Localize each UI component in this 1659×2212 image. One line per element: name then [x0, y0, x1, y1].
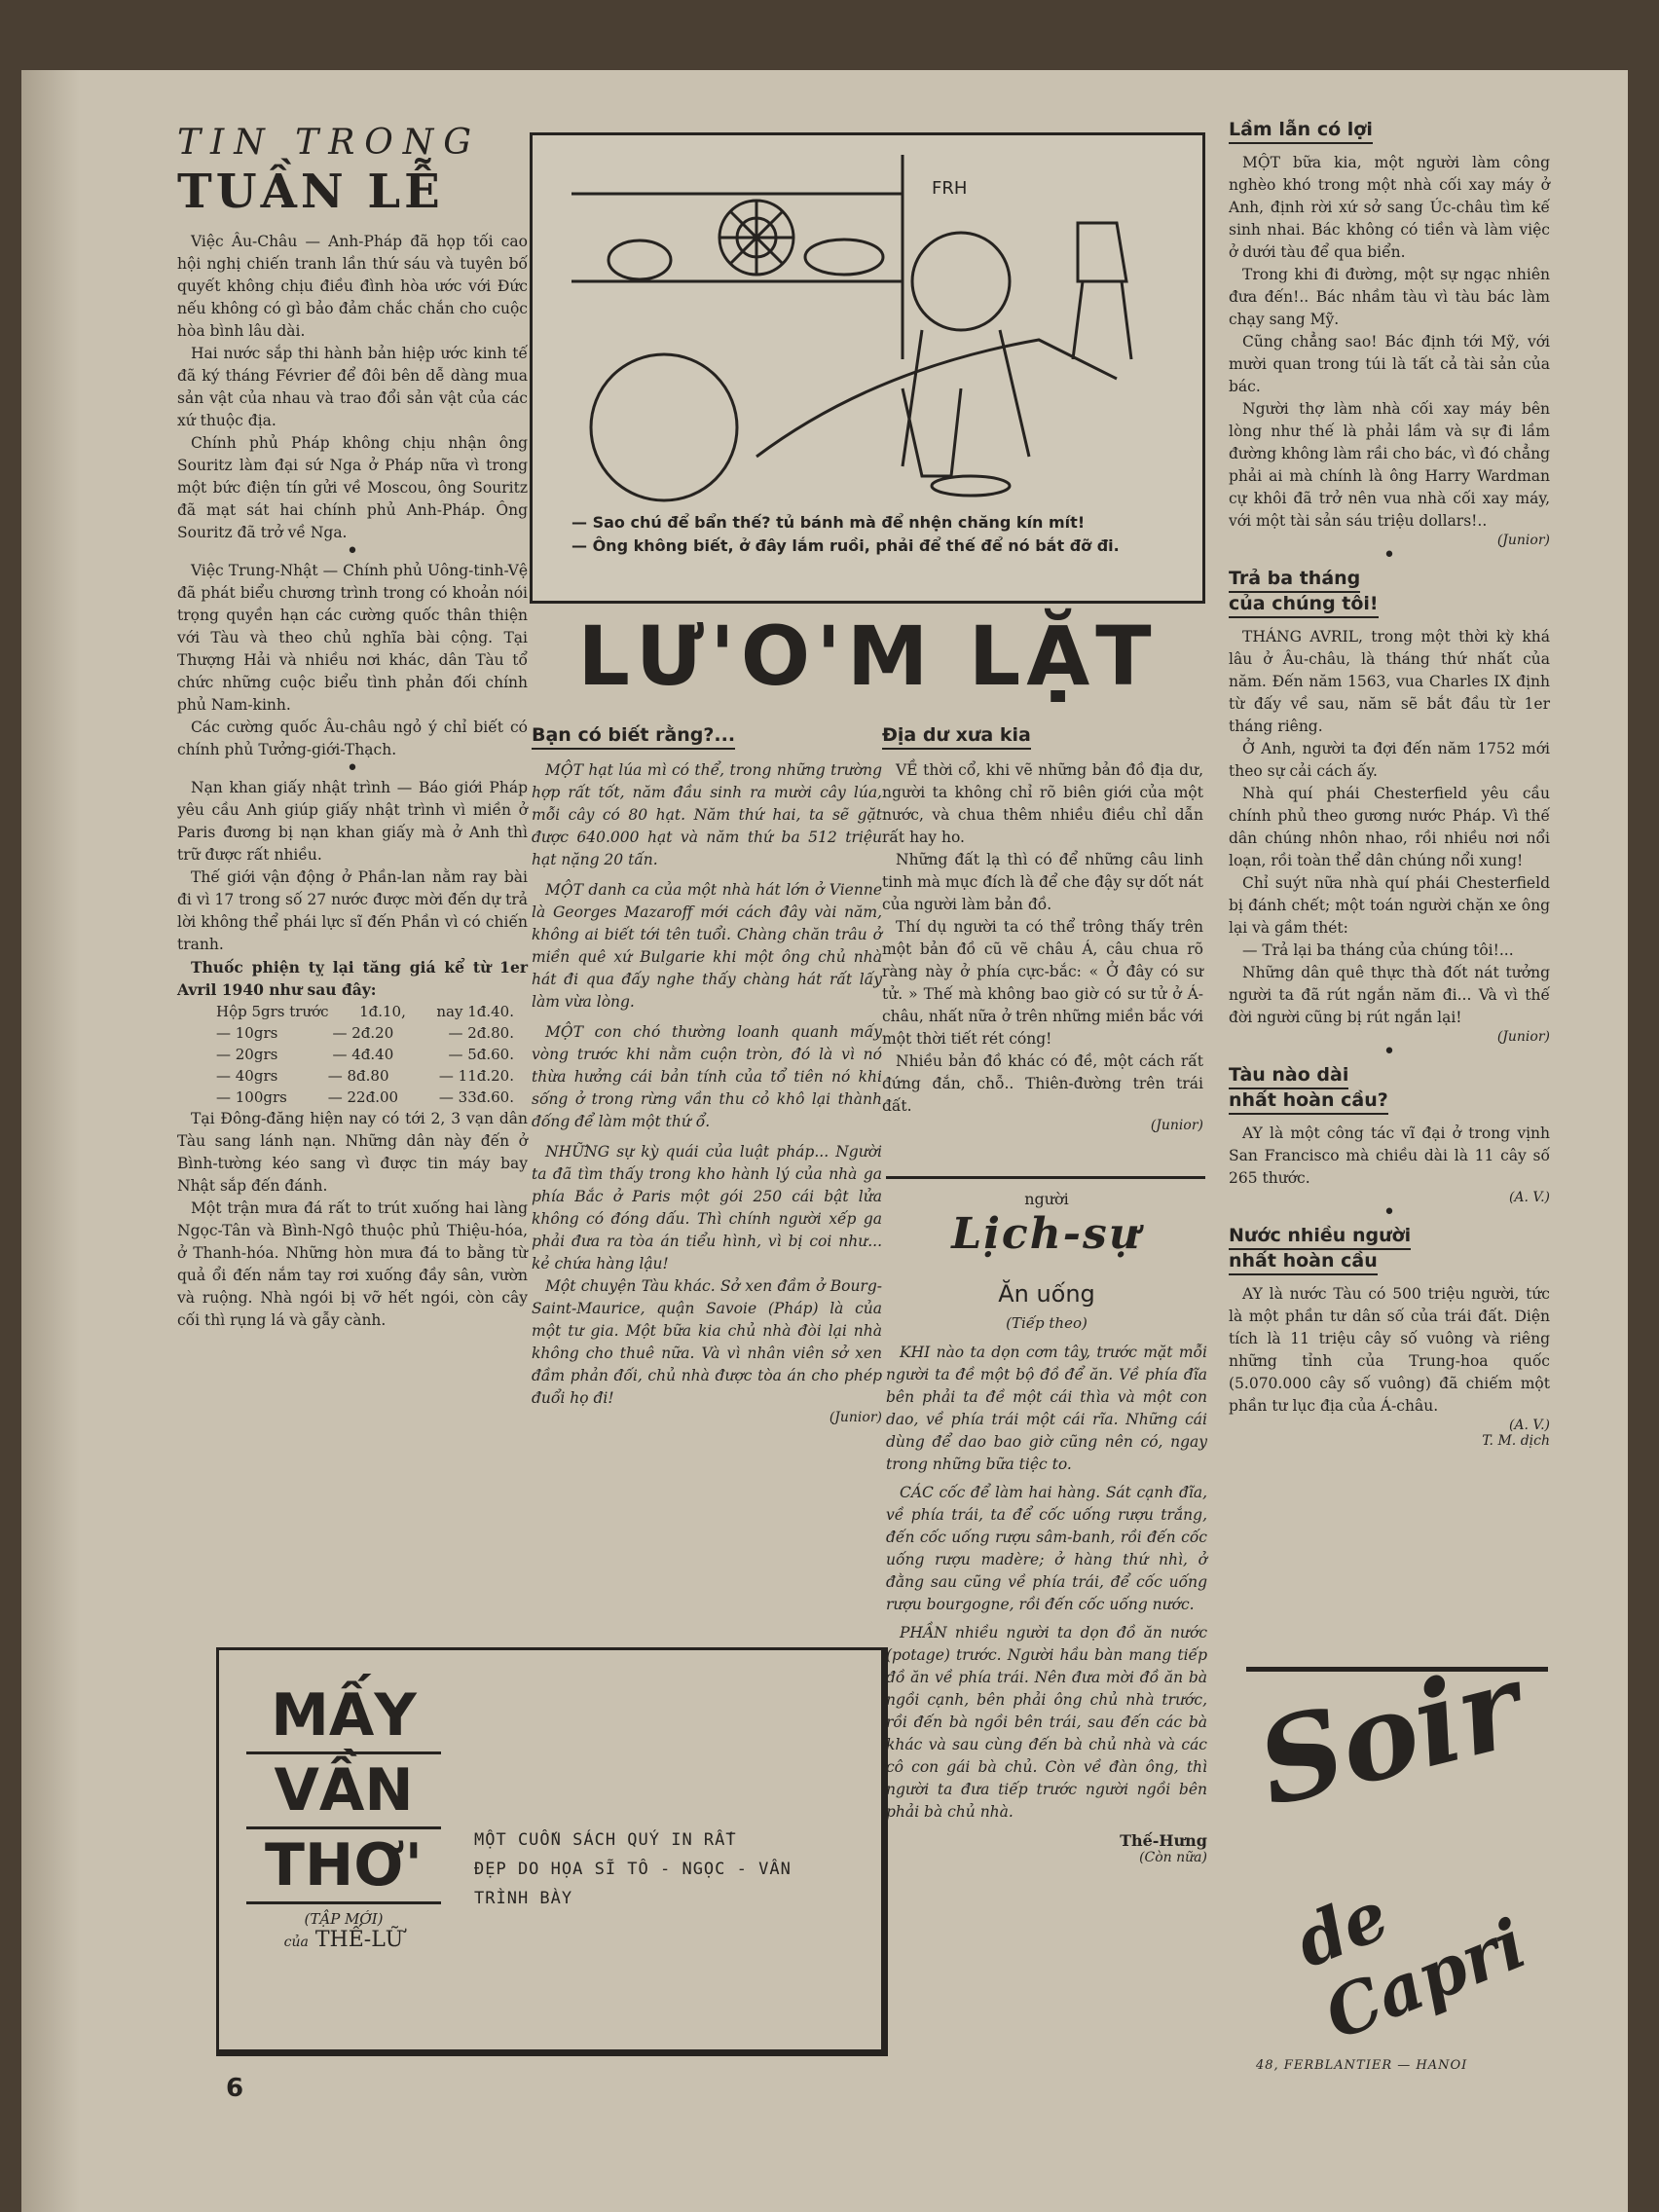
tin-trong-tuan-le-column — [177, 124, 528, 1332]
page-binding-shadow — [21, 70, 80, 2212]
right-column: Lầm lẫn có lợi MỘT bữa kia, một người làm công nghèo khó trong một nhà cối xay máy ở Anh, định rời xứ sở sang Úc-châu tìm kế sinh nhai. Bác không có tiền và làm việc ở dưới tàu để qua biển. Trong khi đi đường, một sự ngạc nhiên đưa đến!.. Bác nhầm tàu vì tàu bác làm chạy sang Mỹ. Cũng chẳng sao! Bác định tới Mỹ, với mười quan trong túi là tất cả tài sản của bác. Người thợ làm nhà cối xay máy bên lòng như thế là phải lầm và sự đi lầm đường không làm rầi cho bác, vì đó chẳng phải ai mà chính là ông Harry Wardman cự khôi đã trở nên vua nhà cối xay máy, với một tài sản sáu triệu dollars!.. (Junior) • Trả ba tháng của chúng tôi! THÁNG AVRIL, trong một thời kỳ khá lâu ở Âu-châu, là tháng thứ nhất của năm. Đến năm 1563, vua Charles IX định từ đấy về sau, năm sẽ bắt đầu từ 1er tháng riêng. Ở Anh, người ta đợi đến năm 1752 mới theo sự cải cách ấy. Nhà quí phái Chesterfield yêu cầu chính phủ theo gương nước Pháp. Vì thế dân chúng nhôn nhao, rồi nhiều nơi nổi loạn, rồi toàn thể dân chúng nổi xung! Chỉ suýt nữa nhà quí phái Chesterfield bị đánh chết; một toán người chặn xe ông lại và gầm thét: — Trả lại ba tháng của chúng tôi!... Những dân quê thực thà đốt nát tưởng người ta đã rút ngắn năm đi... Và vì thế đời người cũng bị rút ngắn lại! (Junior) • Tàu nào dài nhất hoàn cầu? AY là một công tác vĩ đại ở trong vịnh San Francisco mà chiều dài là 11 cây số 265 thước. (A. V.) • Nước nhiều người nhất hoàn cầu AY là nước Tàu có 500 triệu người, tức là một phần tư dân số của trái đất. Diện tích là 11 triệu cây số vuông và riêng những tỉnh của Trung-hoa quốc (5.070.000 cây số vuông) đã chiếm một phần tư lục địa của Á-châu. (A. V.) T. M. dịch — [1229, 119, 1550, 1449]
article-heading: nhất hoàn cầu — [1229, 1250, 1378, 1275]
article-paragraph: Những dân quê thực thà đốt nát tưởng người ta đã rút ngắn năm đi... Và vì thế đời người cũng bị rút ngắn lại! — [1229, 964, 1550, 1026]
article-paragraph: Cũng chẳng sao! Bác định tới Mỹ, với mười quan trong túi là tất cả tài sản của bác. — [1229, 333, 1550, 395]
news-paragraph: Việc Trung-Nhật — Chính phủ Uông-tinh-Vệ đã phát biểu chương trình trong có khoản nói trọng quyền hạn các cường quốc thân thiện với Tàu và theo chủ nghĩa bài cộng. Tại Thượng Hải và nhiều nơi khác, dân Tàu tổ chức những cuộc biểu tình phản đối chính phủ Nam-kinh. — [177, 562, 528, 714]
price-item: — 40grs — [216, 1067, 278, 1085]
price-item: — 10grs — [216, 1024, 278, 1042]
book-author: THẾ-LỮ — [314, 1928, 404, 1952]
article-heading: Địa dư xưa kia — [882, 724, 1031, 750]
translator-signature: T. M. dịch — [1482, 1433, 1550, 1449]
weekly-news-text: Việc Âu-Châu — Anh-Pháp đã họp tối cao hội nghị chiến tranh lần thứ sáu và tuyên bố quyết không chịu điều đình hòa ước với Đức nếu không có gì bảo đảm chắc chắn cho cuộc hòa bình lâu dài. Hai nước sắp thi hành bản hiệp ước kinh tế đã ký tháng Février để đôi bên dễ dàng mua sản vật của nhau và trao đổi sản vật của các xứ thuộc địa. Chính phủ Pháp không chịu nhận ông Souritz làm đại sứ Nga ở Pháp nữa vì trong một bức điện tín gửi về Moscou, ông Souritz đã mạt sát hai chính phủ Anh-Pháp. Ông Souritz đã trở về Nga. • Việc Trung-Nhật — Chính phủ Uông-tinh-Vệ đã phát biểu chương trình trong có khoản nói trọng quyền hạn các cường quốc thân thiện với Tàu và theo chủ nghĩa bài cộng. Tại Thượng Hải và nhiều nơi khác, dân Tàu tổ chức những cuộc biểu tình phản đối chính phủ Nam-kinh. Các cường quốc Âu-châu ngỏ ý chỉ biết có chính phủ Tưởng-giới-Thạch. • Nạn khan giấy nhật trình — Báo giới Pháp yêu cầu Anh giúp giấy nhật trình vì miền ở Paris đương bị nạn khan giấy mà ở Anh thì trữ được rất nhiều. Thế giới vận động ở Phần-lan nằm ray bài đi vì 17 trong số 27 nước được mời đến dự trả lời không thể phái lực sĩ đến Phần vì có chiến tranh. Thuốc phiện tỵ lại tăng giá kể từ 1er Avril 1940 như sau đây: — [177, 233, 528, 999]
article-paragraph: Chỉ suýt nữa nhà quí phái Chesterfield bị đánh chết; một toán người chặn xe ông lại và gầm thét: — [1229, 874, 1550, 937]
article-paragraph: KHI nào ta dọn cơm tây, trước mặt mỗi người ta đề một bộ đồ để ăn. Về phía đĩa bên phải ta đề một cái thìa và một con dao, về phía trái một cái rĩa. Những cái dùng để dao bao giờ cũng nên có, ngay trong những bữa tiệc to. — [886, 1344, 1207, 1473]
news-paragraph: Thuốc phiện tỵ lại tăng giá kể từ 1er Avril 1940 như sau đây: — [177, 958, 528, 999]
book-description-line: ĐẸP DO HỌA SĨ TÔ - NGỌC - VÂN — [474, 1860, 792, 1879]
news-paragraph: Hai nước sắp thi hành bản hiệp ước kinh tế đã ký tháng Février để đôi bên dễ dàng mua sản vật của nhau và trao đổi sản vật của các xứ thuộc địa. — [177, 345, 528, 429]
page-number: 6 — [226, 2074, 244, 2103]
article-paragraph: MỘT bữa kia, một người làm công nghèo khó trong một nhà cối xay máy ở Anh, định rời xứ sở sang Úc-châu tìm kế sinh nhai. Bác không có tiền và làm việc ở dưới tàu để qua biển. — [1229, 154, 1550, 261]
price-before: — 22đ.00 — [327, 1088, 399, 1106]
luom-lat-title: LƯ'O'M LẶT — [577, 608, 1158, 704]
article-paragraph: Nhà quí phái Chesterfield yêu cầu chính phủ theo gương nước Pháp. Vì thế dân chúng nhôn nhao, rồi nhiều nơi nổi loạn, rồi toàn thể dân chúng nổi xung! — [1229, 785, 1550, 869]
advertiser-address: 48, FERBLANTIER — HANOI — [1256, 2058, 1468, 2073]
price-item: — 100grs — [216, 1088, 287, 1106]
article-paragraph: VỀ thời cổ, khi vẽ những bản đồ địa dư, người ta không chỉ rõ biên giới của một nước, và chua thêm nhiều điều chỉ dẫn rất hay ho. — [882, 761, 1203, 846]
article-paragraph: Thí dụ người ta có thể trông thấy trên một bản đồ cũ vẽ châu Á, câu chua rõ ràng này ở phía cực-bắc: « Ở đây có sư tử. » Thế mà không bao giờ có sư tử ở Á-châu, nhất nữa ở trên những miền bắc với một thời tiết rét cóng! — [882, 918, 1203, 1048]
cartoonist-signature: FRH — [932, 178, 968, 199]
cartoon-box — [530, 132, 1205, 604]
lich-su-header-small: người — [1024, 1190, 1069, 1208]
article-paragraph: MỘT con chó thường loanh quanh mấy vòng trước khi nằm cuộn tròn, đó là vì nó thừa hưởng cái bản tính của tổ tiên nó khi sống ở trong rừng vần thu cỏ khô lại thành đống để làm một thứ ổ. — [532, 1023, 882, 1130]
news-paragraph: Tại Đông-đăng hiện nay có tới 2, 3 vạn dân Tàu sang lánh nạn. Những dân này đến ở Bình-tường kéo sang vì được tin máy bay Nhật sắp đến đánh. — [177, 1110, 528, 1195]
brand-logo-line2: de Capri — [1284, 1874, 1537, 2056]
author-signature: (A. V.) — [1508, 1418, 1550, 1433]
section-header-big: TUẦN LỄ — [177, 165, 444, 219]
news-paragraph: Một trận mưa đá rất to trút xuống hai làng Ngọc-Tân và Bình-Ngô thuộc phủ Thiệu-hóa, ở Thanh-hóa. Những hòn mưa đá to bằng từ quả ổi đến nắm tay rơi xuống đầy sân, vườn và ruộng. Nhà ngói bị vỡ hết ngói, còn cây cối thì rụng lá và gẫy cành. — [177, 1199, 528, 1329]
author-signature: (Junior) — [1496, 533, 1550, 548]
book-title — [246, 1679, 441, 1952]
price-before: — 2đ.20 — [332, 1024, 394, 1042]
book-title-line: THƠ' — [246, 1829, 441, 1904]
article-subtitle: (Tiếp theo) — [1006, 1314, 1088, 1332]
continued-note: (Còn nữa) — [1139, 1850, 1207, 1865]
article-heading: Tàu nào dài — [1229, 1064, 1348, 1089]
author-signature: (Junior) — [829, 1410, 882, 1425]
article-heading: của chúng tôi! — [1229, 593, 1379, 618]
price-item: — 20grs — [216, 1046, 278, 1063]
author-signature: (Junior) — [1496, 1029, 1550, 1045]
price-row — [177, 1087, 528, 1108]
article-paragraph: — Trả lại ba tháng của chúng tôi!... — [1242, 941, 1514, 959]
price-now: — 2đ.80. — [448, 1024, 514, 1042]
article-paragraph: Người thợ làm nhà cối xay máy bên lòng như thế là phải lầm và sự đi lầm đường không làm rầi cho bác, vì đó chẳng phải ai mà chính là ông Harry Wardman cự khôi đã trở nên vua nhà cối xay máy, với một tài sản sáu triệu dollars!.. — [1229, 400, 1550, 530]
article-paragraph: THÁNG AVRIL, trong một thời kỳ khá lâu ở Âu-châu, là tháng thứ nhất của năm. Đến năm 1563, vua Charles IX định từ đấy về sau, năm sẽ bắt đầu từ 1er tháng riêng. — [1229, 628, 1550, 735]
article-paragraph: NHỮNG sự kỳ quái của luật pháp... Người ta đã tìm thấy trong kho hành lý của nhà ga phía Bắc ở Paris một gói 250 cái bật lửa không có đóng dấu. Thì chính người xếp ga phải đưa ra tòa án tiểu hình, vì bị coi như... kẻ chứa hàng lậu! — [532, 1143, 882, 1272]
article-title: Ăn uống — [998, 1280, 1095, 1308]
price-item: Hộp 5grs trước — [216, 1003, 329, 1020]
soir-de-capri-advertisement — [1244, 1637, 1558, 2095]
price-before: 1đ.10, — [359, 1003, 406, 1020]
article-paragraph: Những đất lạ thì có để những câu linh tinh mà mục đích là để che đậy sự dốt nát của người làm bản đồ. — [882, 851, 1203, 913]
caption-line: — Sao chú để bẩn thế? tủ bánh mà để nhện chăng kín mít! — [571, 513, 1086, 532]
article-paragraph: Ở Anh, người ta đợi đến năm 1752 mới theo sự cải cách ấy. — [1229, 740, 1550, 780]
price-row — [177, 1022, 528, 1044]
nguoi-lich-su-column — [886, 1190, 1207, 1865]
book-description — [474, 1825, 844, 1913]
price-now: — 11đ.20. — [438, 1067, 514, 1085]
dia-du-xua-kia-column — [882, 724, 1203, 1133]
author-prefix: của — [283, 1935, 309, 1950]
author-signature: (A. V.) — [1508, 1190, 1550, 1205]
newspaper-page — [21, 70, 1628, 2212]
price-before: — 4đ.40 — [332, 1046, 394, 1063]
book-title-line: VẦN — [246, 1754, 441, 1829]
article-paragraph: AY là nước Tàu có 500 triệu người, tức là một phần tư dân số của trái đất. Diện tích là 11 triệu cây số vuông và riêng những tỉnh của Trung-hoa quốc (5.070.000 cây số vuông) đã chiếm một phần tư lục địa của Á-châu. — [1229, 1285, 1550, 1415]
caption-line: — Ông không biết, ở đây lắm ruồi, phải để thế để nó bắt đỡ đi. — [571, 536, 1120, 555]
article-heading: Trả ba tháng — [1229, 568, 1360, 593]
price-row — [177, 1044, 528, 1065]
author-signature: Thế-Hưng — [1120, 1831, 1207, 1850]
article-paragraph: Một chuyện Tàu khác. Sở xen đầm ở Bourg-Saint-Maurice, quận Savoie (Pháp) là của một tư gia. Một bữa kia chủ nhà đòi lại nhà không cho thuê nữa. Và vì nhân viên sở xen đầm phản đối, chủ nhà được tòa án cho phép đuổi họ đi! — [532, 1277, 882, 1407]
book-advertisement — [216, 1647, 888, 2056]
price-now: nay 1đ.40. — [436, 1003, 514, 1020]
article-paragraph: MỘT hạt lúa mì có thể, trong những trường hợp rất tốt, năm đầu sinh ra mười cây lúa, mỗi cây có 80 hạt. Năm thứ hai, ta sẽ gặt được 640.000 hạt và năm thứ ba 512 triệu hạt nặng 20 tấn. — [532, 761, 882, 868]
article-paragraph: MỘT danh ca của một nhà hát lớn ở Vienne là Georges Mazaroff mới cách đây vài năm, không ai biết tới tên tuổi. Chàng chăn trâu ở miền quê xứ Bulgarie khi một ông chủ nhà hát đi qua đấy nghe thấy chàng hát rất lấy làm vừa lòng. — [532, 881, 882, 1011]
price-before: — 8đ.80 — [327, 1067, 389, 1085]
news-paragraph: Các cường quốc Âu-châu ngỏ ý chỉ biết có chính phủ Tưởng-giới-Thạch. — [177, 719, 528, 758]
article-heading: Bạn có biết rằng?... — [532, 724, 735, 750]
brand-logo-line1: Soir — [1244, 1637, 1534, 1833]
news-paragraph: Chính phủ Pháp không chịu nhận ông Souritz làm đại sứ Nga ở Pháp nữa vì trong một bức điện tín gửi về Moscou, ông Souritz đã mạt sát hai chính phủ Anh-Pháp. Ông Souritz đã trở về Nga. — [177, 434, 528, 541]
article-paragraph: AY là một công tác vĩ đại ở trong vịnh San Francisco mà chiều dài là 11 cây số 265 thước. — [1229, 1124, 1550, 1187]
book-description-line: TRÌNH BÀY — [474, 1889, 573, 1908]
article-heading: nhất hoàn cầu? — [1229, 1089, 1388, 1115]
article-paragraph: Trong khi đi đường, một sự ngạc nhiên đưa đến!.. Bác nhầm tàu vì tàu bác làm chạy sang Mỹ. — [1229, 266, 1550, 328]
book-title-line: MẤY — [246, 1679, 441, 1754]
ban-co-biet-rang-column — [532, 724, 882, 1425]
price-now: — 33đ.60. — [438, 1088, 514, 1106]
author-signature: (Junior) — [1150, 1118, 1203, 1133]
article-heading: Nước nhiều người — [1229, 1225, 1411, 1250]
cartoon-illustration — [533, 135, 1202, 505]
price-row — [177, 1001, 528, 1022]
article-paragraph: CÁC cốc để làm hai hàng. Sát cạnh đĩa, về phía trái, ta để cốc uống rượu trắng, đến cốc uống rượu sâm-banh, rồi đến cốc uống rượu madère; ở hàng thứ nhì, ở đằng sau cũng về phía trái, để cốc uống rượu bourgogne, rồi đến cốc uống nước. — [886, 1484, 1207, 1613]
opium-price-table — [177, 1001, 528, 1108]
price-row — [177, 1065, 528, 1087]
lich-su-header — [886, 1190, 1207, 1268]
article-paragraph: Nhiều bản đồ khác có đề, một cách rất đứng đắn, chỗ.. Thiên-đường trên trái đất. — [882, 1052, 1203, 1115]
lich-su-header-big: Lịch-sự — [951, 1209, 1142, 1259]
article-heading: Lầm lẫn có lợi — [1229, 119, 1373, 144]
news-paragraph: Nạn khan giấy nhật trình — Báo giới Pháp yêu cầu Anh giúp giấy nhật trình vì miền ở Paris đương bị nạn khan giấy mà ở Anh thì trữ được rất nhiều. — [177, 779, 528, 864]
section-divider — [886, 1176, 1205, 1179]
cartoon-caption — [533, 505, 1202, 558]
book-subtitle: (TẬP MỚI) — [304, 1910, 384, 1928]
book-description-line: MỘT CUỐN SÁCH QUÝ IN RẤT — [474, 1830, 737, 1850]
article-paragraph: PHẦN nhiều người ta dọn đồ ăn nước (potage) trước. Người hầu bàn mang tiếp đồ ăn về phía trái. Nên đưa mời đồ ăn bà ngồi cạnh, bên phải ông chủ nhà trước, rồi đến bà ngồi bên trái, sau đến các bà khác và sau cùng đến bà chủ nhà và các cô con gái bà chủ. Còn về đàn ông, thì người ta đưa tiếp trước người ngồi bên phải bà chủ nhà. — [886, 1624, 1207, 1821]
news-paragraph: Thế giới vận động ở Phần-lan nằm ray bài đi vì 17 trong số 27 nước được mời đến dự trả lời không thể phái lực sĩ đến Phần vì có chiến tranh. — [177, 868, 528, 953]
news-paragraph: Việc Âu-Châu — Anh-Pháp đã họp tối cao hội nghị chiến tranh lần thứ sáu và tuyên bố quyết không chịu điều đình hòa ước với Đức nếu không có gì bảo đảm chắc chắn cho cuộc hòa bình lâu dài. — [177, 233, 528, 340]
section-header-small: TIN TRONG — [177, 123, 482, 163]
price-now: — 5đ.60. — [448, 1046, 514, 1063]
